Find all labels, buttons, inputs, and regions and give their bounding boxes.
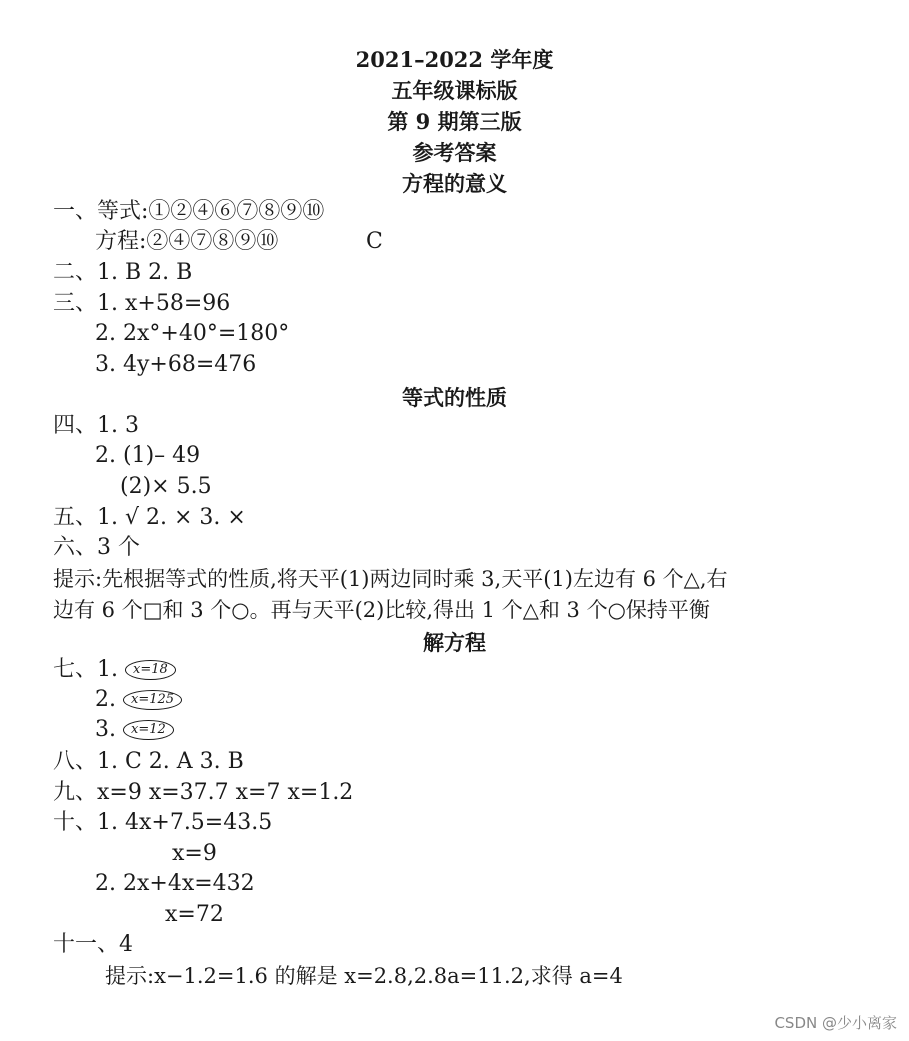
section-title-2: 等式的性质 xyxy=(402,385,507,410)
header-issue: 第 9 期第三版 xyxy=(387,109,522,134)
answer-line: 方程:②④⑦⑧⑨⑩ xyxy=(95,229,279,254)
header-year: 2021–2022 学年度 xyxy=(355,47,554,72)
answer-line xyxy=(53,657,176,683)
answer-line: 2. 2x+4x=432 xyxy=(95,871,255,896)
answer-line: x=9 xyxy=(172,841,217,866)
answer-label: 3. xyxy=(95,717,116,742)
answer-line: C xyxy=(366,229,383,254)
answer-line xyxy=(95,717,174,743)
watermark: CSDN @少小离家 xyxy=(774,1014,897,1032)
answer-label: 2. xyxy=(95,687,116,712)
section-title-3: 解方程 xyxy=(423,630,486,655)
answer-label: 七、1. xyxy=(53,657,118,682)
circled-answer: x=18 xyxy=(125,660,176,680)
answer-line xyxy=(95,687,182,713)
answer-line: 九、x=9 x=37.7 x=7 x=1.2 xyxy=(53,780,354,805)
hint-line: 提示:x−1.2=1.6 的解是 x=2.8,2.8a=11.2,求得 a=4 xyxy=(105,964,623,988)
header-edition: 五年级课标版 xyxy=(391,78,518,103)
answer-line: 十、1. 4x+7.5=43.5 xyxy=(53,810,273,835)
answer-line: 六、3 个 xyxy=(53,535,140,560)
circled-answer: x=12 xyxy=(123,720,174,740)
answer-line: x=72 xyxy=(165,902,224,927)
header-answers: 参考答案 xyxy=(412,140,497,165)
answer-line: 四、1. 3 xyxy=(53,413,139,438)
answer-line: 八、1. C 2. A 3. B xyxy=(53,749,244,774)
answer-line: (2)× 5.5 xyxy=(120,474,212,499)
hint-line: 边有 6 个□和 3 个○。再与天平(2)比较,得出 1 个△和 3 个○保持平衡 xyxy=(53,598,710,622)
answer-line: 三、1. x+58=96 xyxy=(53,291,231,316)
answer-line: 一、等式:①②④⑥⑦⑧⑨⑩ xyxy=(53,199,325,224)
answer-line: 十一、4 xyxy=(53,932,133,957)
answer-line: 二、1. B 2. B xyxy=(53,260,193,285)
section-title-1: 方程的意义 xyxy=(402,171,507,196)
answer-line: 2. 2x°+40°=180° xyxy=(95,321,290,346)
answer-line: 3. 4y+68=476 xyxy=(95,352,257,377)
hint-line: 提示:先根据等式的性质,将天平(1)两边同时乘 3,天平(1)左边有 6 个△,右 xyxy=(53,567,728,591)
answer-line: 2. (1)– 49 xyxy=(95,443,201,468)
answer-line: 五、1. √ 2. × 3. × xyxy=(53,505,246,530)
circled-answer: x=125 xyxy=(123,690,182,710)
